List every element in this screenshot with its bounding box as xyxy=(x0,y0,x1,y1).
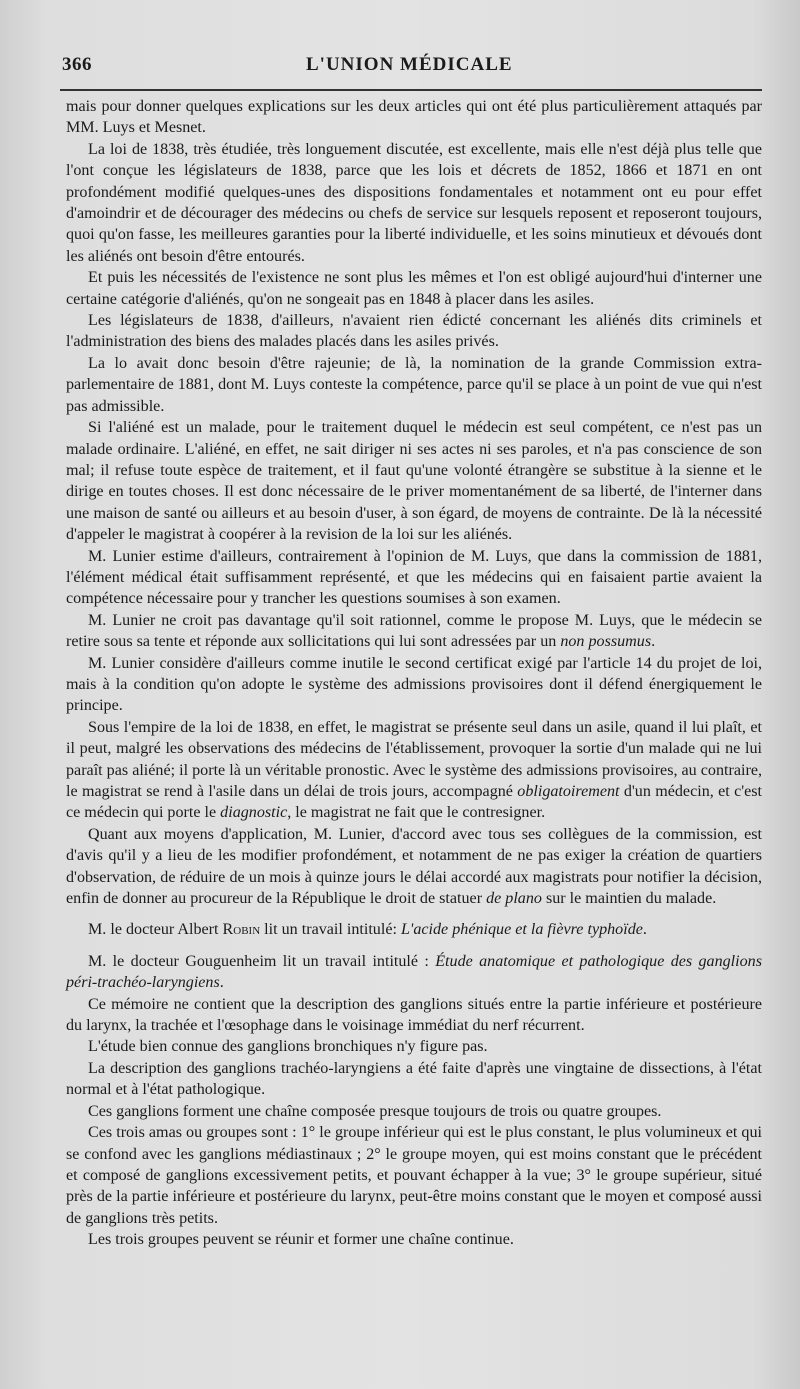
paragraph: La lo avait donc besoin d'être rajeunie; de là, la nomination de la grande Commission extra-parlementaire de 1881, dont M. Luys conteste la compétence, parce qu'il se place à un point de vue qui n'est pas admissible. xyxy=(66,354,762,415)
paper-title: L'acide phénique et la fièvre typhoïde xyxy=(400,921,643,939)
paragraph-italic: obligatoirement xyxy=(517,783,620,800)
paragraph: M. Lunier estime d'ailleurs, contrairement à l'opinion de M. Luys, que dans la commission de 1881, l'élément médical était suffisamment représenté, et que les médecins qui en faisaient partie avaient la compétence nécessaire pour y trancher les questions soumises à son examen. xyxy=(66,547,762,608)
paragraph-italic: diagnostic xyxy=(220,804,288,822)
paragraph-text: lit un travail intitulé: xyxy=(260,921,401,939)
header-rule xyxy=(60,89,762,91)
paragraph: La loi de 1838, très étudiée, très longuement discutée, est excellente, mais elle n'est déjà plus telle que l'ont conçue les législateurs de 1838, parce que les lois et décrets de 1852, 1866 et 1871 en ont profondément modifié quelques-unes des dispositions fondamentales et notamment ont eu pour effet d'amoindrir et de décourager des médecins ou chefs de service sur lesquels reposent et reposeront toujours, quoi qu'on fasse, les meilleures garanties pour la liberté individuelle, et les soins minutieux et dévoués dont les aliénés ont besoin d'être entourés. xyxy=(66,140,762,265)
paragraph xyxy=(66,717,762,824)
paragraph: Et puis les nécessités de l'existence ne sont plus les mêmes et l'on est obligé aujourd'hui d'interner une certaine catégorie d'aliénés, qu'on ne songeait pas en 1848 à placer dans les asiles. xyxy=(66,269,762,308)
paragraph-text: , le magistrat ne fait que le contresigner. xyxy=(287,804,546,822)
paragraph-text: M. Lunier ne croit pas davantage qu'il soit rationnel, comme le propose M. Luys, que le médecin se retire sous sa tente et réponde aux sollicitations qui lui sont adressées par un xyxy=(66,611,762,651)
paragraph-text: Sous l'empire de la loi de 1838, en effet, le magistrat se présente seul dans un asile, quand il lui plaît, et il peut, malgré les observations des médecins de l'établissement, provoquer la sortie d'un malade qui ne lui paraît pas aliéné; il porte là un véritable pronostic. Avec le système des admissions provisoires, au contraire, le magistrat se rend à l'asile dans un délai de trois jours, accompagné xyxy=(66,718,762,800)
paragraph: M. Lunier considère d'ailleurs comme inutile le second certificat exigé par l'article 14 du projet de loi, mais à la condition qu'on adopte le système des admissions provisoires dont il défend énergiquement le principe. xyxy=(66,654,762,715)
paragraph: L'étude bien connue des ganglions bronchiques n'y figure pas. xyxy=(88,1038,488,1056)
page-number: 366 xyxy=(62,54,92,75)
paragraph-text: . xyxy=(642,921,647,939)
paragraph: Les trois groupes peuvent se réunir et former une chaîne continue. xyxy=(88,1231,514,1249)
paragraph xyxy=(66,919,762,940)
body-text xyxy=(66,96,762,1251)
paragraph: Si l'aliéné est un malade, pour le traitement duquel le médecin est seul compétent, ce n'est pas un malade ordinaire. L'aliéné, en effet, ne sait diriger ni ses actes ni ses paroles, et n'a pas conscience de son mal; il refuse toute espèce de traitement, et il faut qu'une volonté étrangère se substitue à la sienne et le dirige en toutes choses. Il est donc nécessaire de le priver momentanément de sa liberté, de l'interner dans une maison de santé ou ailleurs et au besoin d'user, à son égard, de moyens de contrainte. De là la nécessité d'appeler le magistrat à coopérer à la revision de la loi sur les aliénés. xyxy=(66,419,762,544)
paragraph-text: M. le docteur Albert xyxy=(88,921,223,939)
paragraph: Ces trois amas ou groupes sont : 1° le groupe inférieur qui est le plus constant, le plus volumineux et qui se confond avec les ganglions médiastinaux ; 2° le groupe moyen, qui est moins constant que le précédent et composé de ganglions excessivement petits, et pouvant échapper à la vue; 3° le groupe supérieur, situé près de la partie inférieure et postérieure du larynx, peut-être moins constant que le moyen et composé aussi de ganglions très petits. xyxy=(66,1124,762,1227)
paragraph: mais pour donner quelques explications sur les deux articles qui ont été plus particulièrement attaqués par MM. Luys et Mesnet. xyxy=(66,98,762,137)
author-name: Robin xyxy=(222,921,261,939)
paragraph-text: . xyxy=(219,974,224,992)
page-header xyxy=(62,52,762,82)
paragraph xyxy=(66,610,762,653)
paper-title: Étude anatomique et pathologique des ganglions péri-trachéo-laryngiens xyxy=(66,952,762,992)
paragraph-text: M. le docteur Gouguenheim lit un travail intitulé : xyxy=(88,952,436,970)
paragraph: Les législateurs de 1838, d'ailleurs, n'avaient rien édicté concernant les aliénés dits criminels et l'administration des biens des malades placés dans les asiles privés. xyxy=(66,312,762,351)
running-title: L'UNION MÉDICALE xyxy=(306,54,513,75)
paragraph xyxy=(66,951,762,994)
paragraph-italic: de plano xyxy=(486,890,542,908)
paragraph: Ces ganglions forment une chaîne composée presque toujours de trois ou quatre groupes. xyxy=(88,1102,662,1120)
paragraph: La description des ganglions trachéo-laryngiens a été faite d'après une vingtaine de dissections, à l'état normal et à l'état pathologique. xyxy=(66,1059,762,1099)
paragraph-italic: non possumus xyxy=(560,633,652,651)
paragraph: Ce mémoire ne contient que la description des ganglions situés entre la partie inférieure et postérieure du larynx, la trachée et l'œsophage dans le voisinage immédiat du nerf récurrent. xyxy=(66,995,762,1035)
paragraph xyxy=(66,824,762,910)
paragraph-text: sur le maintien du malade. xyxy=(541,890,717,908)
paragraph-text: . xyxy=(651,633,656,651)
paragraph-text: Quant aux moyens d'application, M. Lunier, d'accord avec tous ses collègues de la commission, est d'avis qu'il y a lieu de les modifier profondément, et notamment de ne pas exiger la création de quartiers d'observation, de réduire de un mois à quinze jours le délai accordé aux magistrats pour notifier la décision, enfin de donner au procureur de la République le droit de statuer xyxy=(66,825,762,908)
paragraph-text: d'un médecin, et c'est ce médecin qui porte le xyxy=(66,783,762,822)
